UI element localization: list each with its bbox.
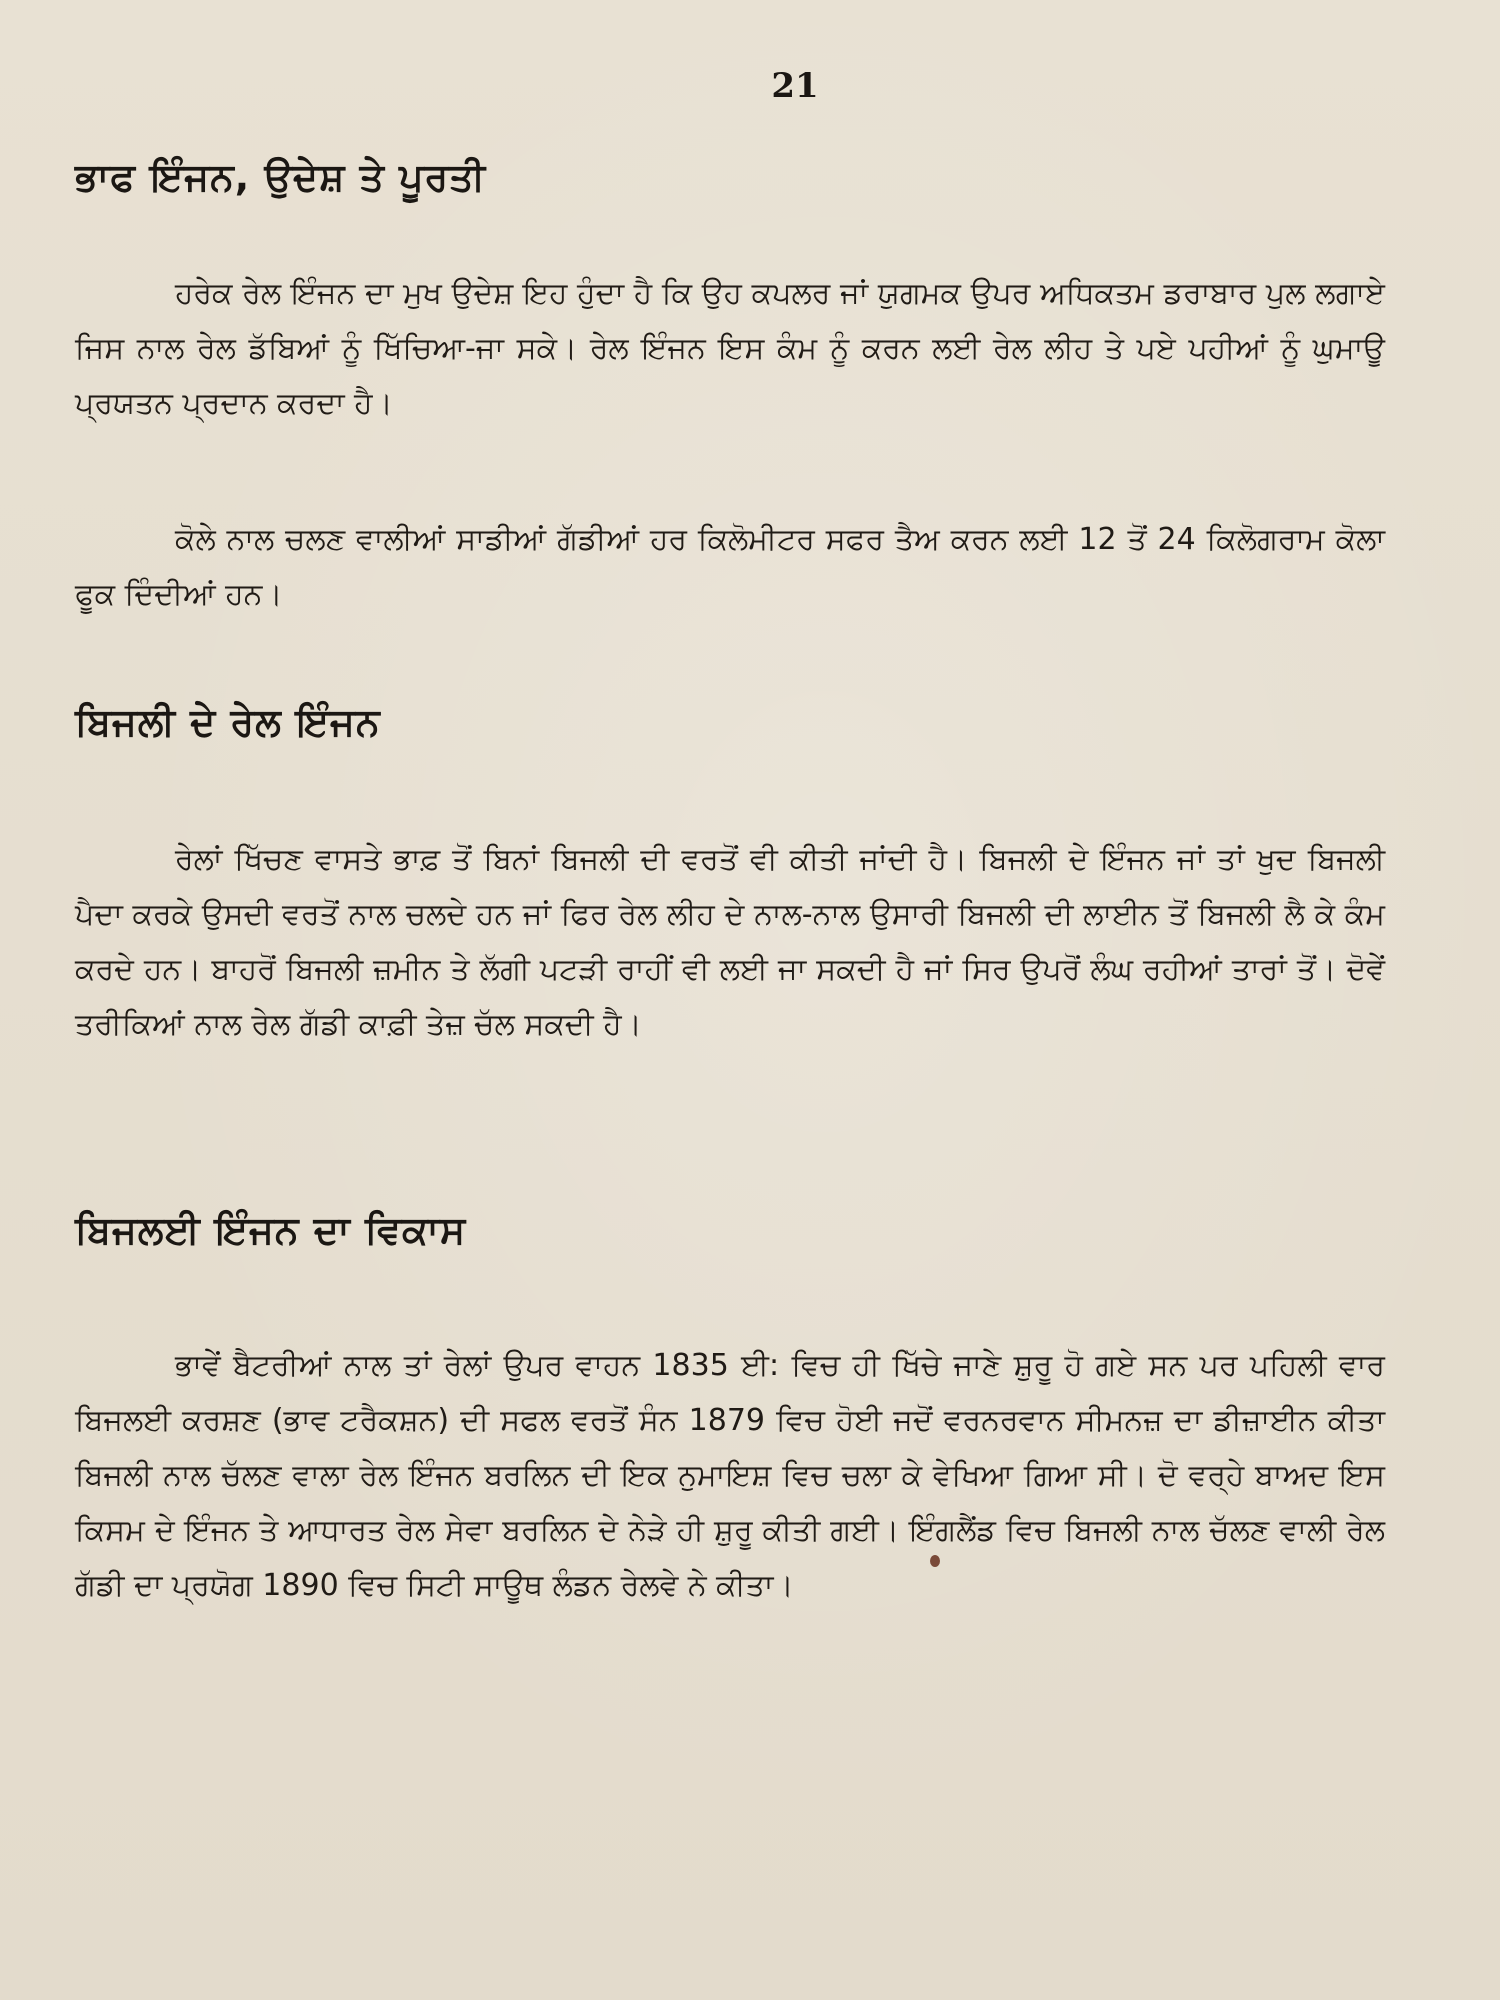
section-heading-steam-engine: ਭਾਫ ਇੰਜਨ, ਉਦੇਸ਼ ਤੇ ਪੂਰਤੀ (75, 155, 487, 199)
section-heading-electric-development: ਬਿਜਲਈ ਇੰਜਨ ਦਾ ਵਿਕਾਸ (75, 1208, 467, 1252)
paragraph-text: ਕੋਲੇ ਨਾਲ ਚਲਣ ਵਾਲੀਆਂ ਸਾਡੀਆਂ ਗੱਡੀਆਂ ਹਰ ਕਿਲੋਮੀਟਰ ਸਫਰ ਤੈਅ ਕਰਨ ਲਈ 12 ਤੋਂ 24 ਕਿਲੋਗਰਾਮ ਕੋਲਾ ਫੂਕ ਦਿੰਦੀਆਂ ਹਨ। (75, 522, 1385, 612)
paragraph-text: ਹਰੇਕ ਰੇਲ ਇੰਜਨ ਦਾ ਮੁਖ ਉਦੇਸ਼ ਇਹ ਹੁੰਦਾ ਹੈ ਕਿ ਉਹ ਕਪਲਰ ਜਾਂ ਯੁਗਮਕ ਉਪਰ ਅਧਿਕਤਮ ਡਰਾਬਾਰ ਪੁਲ ਲਗਾਏ ਜਿਸ ਨਾਲ ਰੇਲ ਡੱਬਿਆਂ ਨੂੰ ਖਿੱਚਿਆ-ਜਾ ਸਕੇ। ਰੇਲ ਇੰਜਨ ਇਸ ਕੰਮ ਨੂੰ ਕਰਨ ਲਈ ਰੇਲ ਲੀਹ ਤੇ ਪਏ ਪਹੀਆਂ ਨੂੰ ਘੁਮਾਊ ਪ੍ਰਯਤਨ ਪ੍ਰਦਾਨ ਕਰਦਾ ਹੈ। (75, 276, 1385, 421)
paragraph-coal-consumption (75, 512, 1385, 622)
paragraph-text: ਰੇਲਾਂ ਖਿੱਚਣ ਵਾਸਤੇ ਭਾਫ਼ ਤੋਂ ਬਿਨਾਂ ਬਿਜਲੀ ਦੀ ਵਰਤੋਂ ਵੀ ਕੀਤੀ ਜਾਂਦੀ ਹੈ। ਬਿਜਲੀ ਦੇ ਇੰਜਨ ਜਾਂ ਤਾਂ ਖੁਦ ਬਿਜਲੀ ਪੈਦਾ ਕਰਕੇ ਉਸਦੀ ਵਰਤੋਂ ਨਾਲ ਚਲਦੇ ਹਨ ਜਾਂ ਫਿਰ ਰੇਲ ਲੀਹ ਦੇ ਨਾਲ-ਨਾਲ ਉਸਾਰੀ ਬਿਜਲੀ ਦੀ ਲਾਈਨ ਤੋਂ ਬਿਜਲੀ ਲੈ ਕੇ ਕੰਮ ਕਰਦੇ ਹਨ। ਬਾਹਰੋਂ ਬਿਜਲੀ ਜ਼ਮੀਨ ਤੇ ਲੱਗੀ ਪਟੜੀ ਰਾਹੀਂ ਵੀ ਲਈ ਜਾ ਸਕਦੀ ਹੈ ਜਾਂ ਸਿਰ ਉਪਰੋਂ ਲੰਘ ਰਹੀਆਂ ਤਾਰਾਂ ਤੋਂ। ਦੋਵੇਂ ਤਰੀਕਿਆਂ ਨਾਲ ਰੇਲ ਗੱਡੀ ਕਾਫ਼ੀ ਤੇਜ਼ ਚੱਲ ਸਕਦੀ ਹੈ। (75, 842, 1385, 1042)
ink-stain (930, 1555, 940, 1567)
section-heading-electric-engines: ਬਿਜਲੀ ਦੇ ਰੇਲ ਇੰਜਨ (75, 700, 381, 744)
paragraph-electric-traction (75, 832, 1385, 1052)
page-number: 21 (771, 66, 819, 106)
paragraph-electric-history (75, 1338, 1385, 1613)
paragraph-text: ਭਾਵੇਂ ਬੈਟਰੀਆਂ ਨਾਲ ਤਾਂ ਰੇਲਾਂ ਉਪਰ ਵਾਹਨ 1835 ਈ: ਵਿਚ ਹੀ ਖਿੱਚੇ ਜਾਣੇ ਸ਼ੁਰੂ ਹੋ ਗਏ ਸਨ ਪਰ ਪਹਿਲੀ ਵਾਰ ਬਿਜਲਈ ਕਰਸ਼ਣ (ਭਾਵ ਟਰੈਕਸ਼ਨ) ਦੀ ਸਫਲ ਵਰਤੋਂ ਸੰਨ 1879 ਵਿਚ ਹੋਈ ਜਦੋਂ ਵਰਨਰਵਾਨ ਸੀਮਨਜ਼ ਦਾ ਡੀਜ਼ਾਈਨ ਕੀਤਾ ਬਿਜਲੀ ਨਾਲ ਚੱਲਣ ਵਾਲਾ ਰੇਲ ਇੰਜਨ ਬਰਲਿਨ ਦੀ ਇਕ ਨੁਮਾਇਸ਼ ਵਿਚ ਚਲਾ ਕੇ ਵੇਖਿਆ ਗਿਆ ਸੀ। ਦੋ ਵਰ੍ਹੇ ਬਾਅਦ ਇਸ ਕਿਸਮ ਦੇ ਇੰਜਨ ਤੇ ਆਧਾਰਤ ਰੇਲ ਸੇਵਾ ਬਰਲਿਨ ਦੇ ਨੇੜੇ ਹੀ ਸ਼ੁਰੂ ਕੀਤੀ ਗਈ। ਇੰਗਲੈਂਡ ਵਿਚ ਬਿਜਲੀ ਨਾਲ ਚੱਲਣ ਵਾਲੀ ਰੇਲ ਗੱਡੀ ਦਾ ਪ੍ਰਯੋਗ 1890 ਵਿਚ ਸਿਟੀ ਸਾਊਥ ਲੰਡਨ ਰੇਲਵੇ ਨੇ ਕੀਤਾ। (75, 1348, 1385, 1603)
paragraph-engine-purpose (75, 266, 1385, 431)
